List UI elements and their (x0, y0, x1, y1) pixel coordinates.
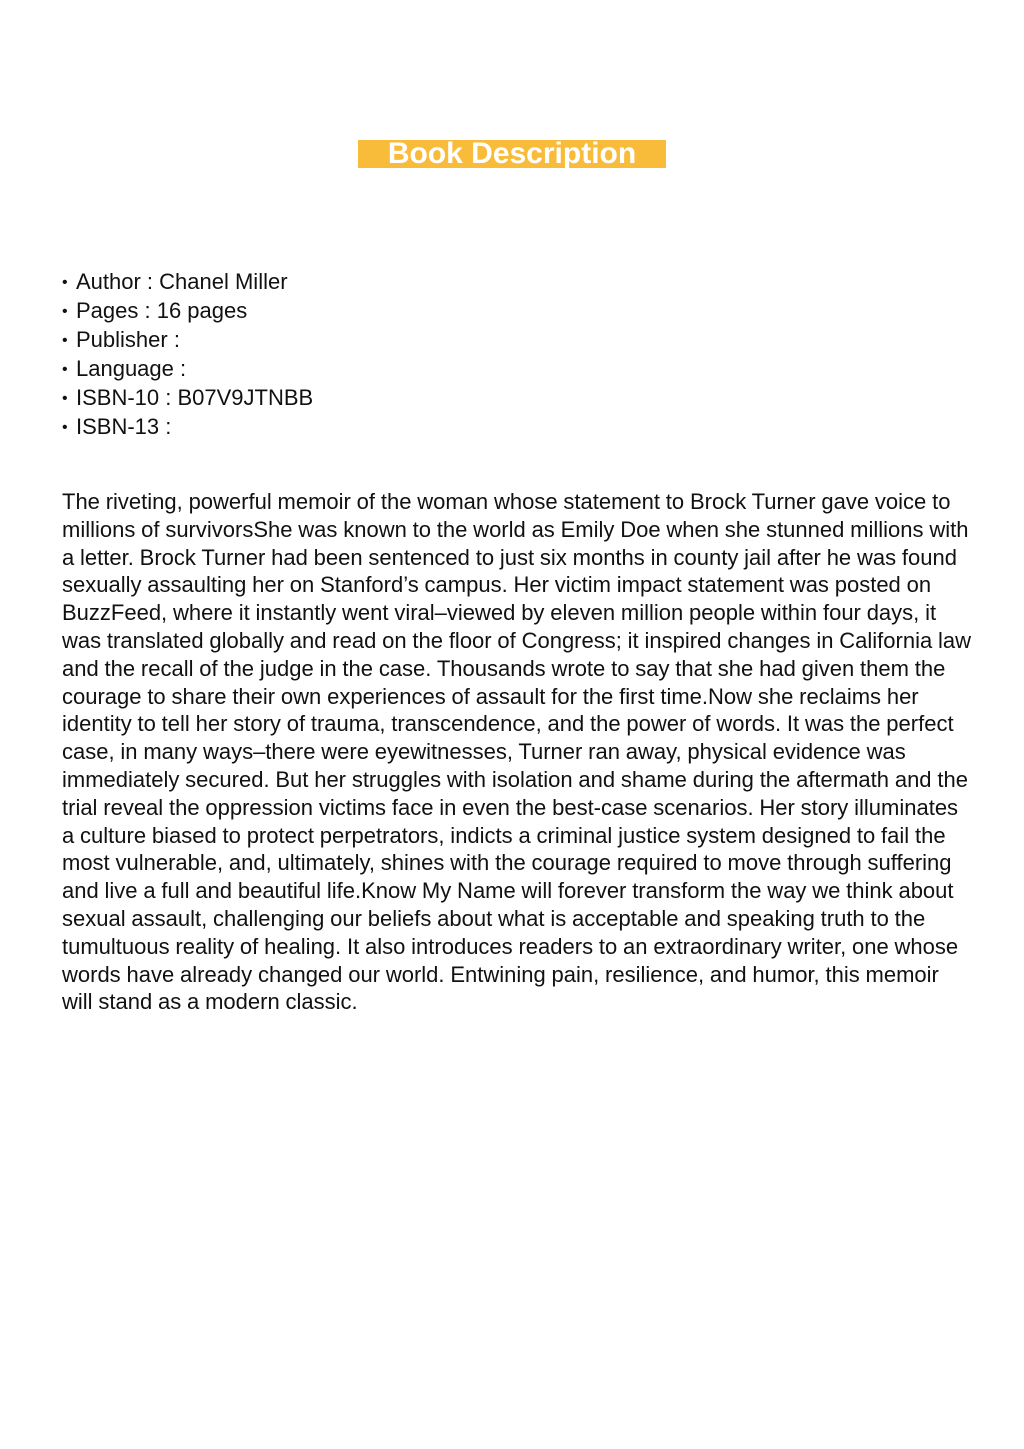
detail-author-text: Author : Chanel Miller (76, 269, 288, 294)
detail-language (62, 355, 313, 384)
detail-publisher-text: Publisher : (76, 327, 180, 352)
bullet-icon: • (62, 361, 68, 378)
detail-isbn10-text: ISBN-10 : B07V9JTNBB (76, 385, 314, 410)
bullet-icon: • (62, 274, 68, 291)
bullet-icon: • (62, 332, 68, 349)
book-description-paragraph: The riveting, powerful memoir of the woman whose statement to Brock Turner gave voice to millions of survivorsShe was known to the world as Emily Doe when she stunned millions with a letter. Brock Turner had been sentenced to just six months in county jail after he was found sexually assaulting her on Stanford’s campus. Her victim impact statement was posted on BuzzFeed, where it instantly went viral–viewed by eleven million people within four days, it was translated globally and read on the floor of Congress; it inspired changes in California law and the recall of the judge in the case. Thousands wrote to say that she had given them the courage to share their own experiences of assault for the first time.Now she reclaims her identity to tell her story of trauma, transcendence, and the power of words. It was the perfect case, in many ways–there were eyewitnesses, Turner ran away, physical evidence was immediately secured. But her struggles with isolation and shame during the aftermath and the trial reveal the oppression victims face in even the best-case scenarios. Her story illuminates a culture biased to protect perpetrators, indicts a criminal justice system designed to fail the most vulnerable, and, ultimately, shines with the courage required to move through suffering and live a full and beautiful life.Know My Name will forever transform the way we think about sexual assault, challenging our beliefs about what is acceptable and speaking truth to the tumultuous reality of healing. It also introduces readers to an extraordinary writer, one whose words have already changed our world. Entwining pain, resilience, and humor, this memoir will stand as a modern classic. (62, 489, 972, 1015)
detail-publisher (62, 326, 313, 355)
detail-isbn10 (62, 384, 313, 413)
bullet-icon: • (62, 419, 68, 436)
bullet-icon: • (62, 390, 68, 407)
title-banner (358, 137, 666, 170)
detail-language-text: Language : (76, 356, 187, 381)
book-details-list (62, 268, 313, 442)
bullet-icon: • (62, 303, 68, 320)
detail-author (62, 268, 313, 297)
detail-pages-text: Pages : 16 pages (76, 298, 248, 323)
detail-pages (62, 297, 313, 326)
page-title: Book Description (387, 137, 637, 170)
detail-isbn13 (62, 413, 313, 442)
detail-isbn13-text: ISBN-13 : (76, 414, 172, 439)
